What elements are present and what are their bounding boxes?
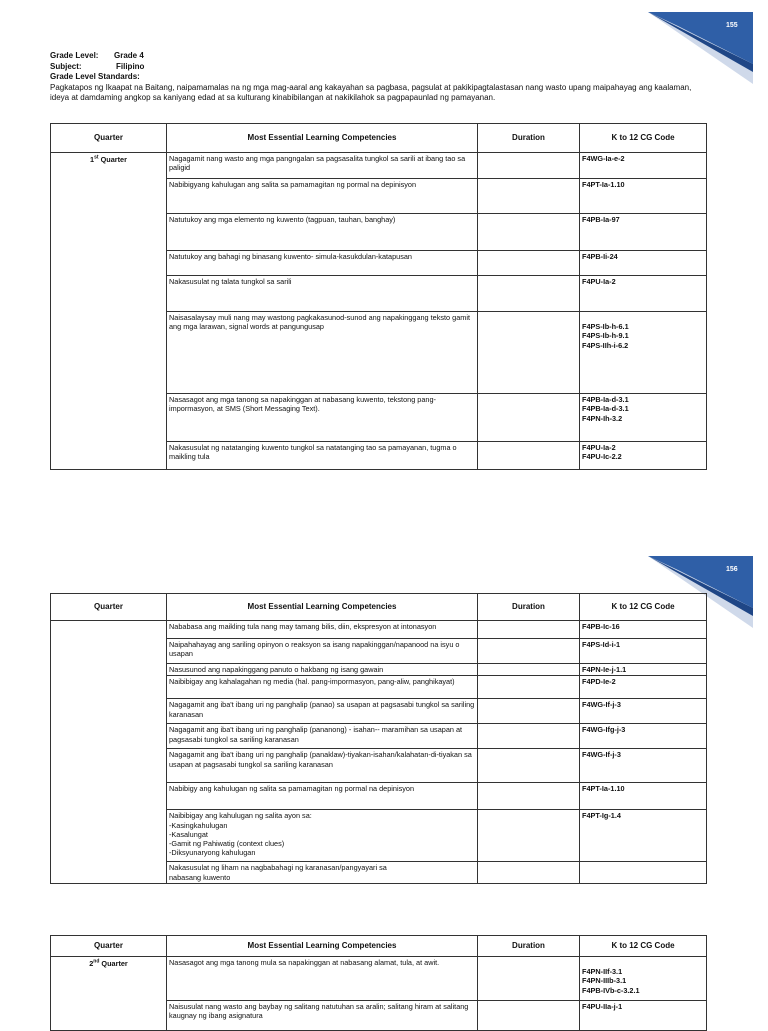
duration-cell xyxy=(478,442,580,470)
cg-code: F4PU-Ic-2.2 xyxy=(582,452,622,462)
code-cell xyxy=(580,214,707,251)
header-competencies: Most Essential Learning Competencies xyxy=(167,594,478,621)
page-number: 155 xyxy=(726,22,738,29)
cg-code: F4WG-If-j-3 xyxy=(582,700,621,710)
page-meta xyxy=(50,51,710,104)
competency-cell xyxy=(167,214,478,251)
code-cell xyxy=(580,957,707,1001)
competency-cell xyxy=(167,276,478,312)
cg-code: F4PT-Ia-1.10 xyxy=(582,180,625,189)
duration-cell xyxy=(478,957,580,1001)
competency-cell xyxy=(167,783,478,810)
duration-cell xyxy=(478,676,580,699)
header-duration: Duration xyxy=(478,936,580,957)
competency-text: Naibibigay ang kahulugan ng salita ayon sa: -Kasingkahulugan -Kasalungat -Gamit ng Pahiwatig (context clues) -Diksyunaryong kahulugan xyxy=(169,811,312,858)
duration-cell xyxy=(478,724,580,749)
competency-cell xyxy=(167,676,478,699)
cg-code: F4PS-IIh-i-6.2 xyxy=(582,340,629,350)
code-cell xyxy=(580,442,707,470)
code-cell xyxy=(580,394,707,442)
cg-code: F4PT-Ig-1.4 xyxy=(582,811,621,821)
competency-text: Natutukoy ang bahagi ng binasang kuwento- simula-kasukdulan-katapusan xyxy=(169,252,412,261)
duration-cell xyxy=(478,153,580,179)
table-row xyxy=(51,621,707,639)
cg-code: F4PU-IIa-j-1 xyxy=(582,1002,623,1011)
duration-cell xyxy=(478,664,580,676)
duration-cell xyxy=(478,276,580,312)
competency-text: Nakasusulat ng liham na nagbabahagi ng karanasan/pangyayari sa nabasang kuwento xyxy=(169,863,387,882)
header-competencies: Most Essential Learning Competencies xyxy=(167,936,478,957)
header-quarter: Quarter xyxy=(51,936,167,957)
code-cell xyxy=(580,251,707,276)
competency-text: Nakasusulat ng talata tungkol sa sarili xyxy=(169,277,292,286)
competency-cell xyxy=(167,724,478,749)
duration-cell xyxy=(478,783,580,810)
header-quarter: Quarter xyxy=(51,124,167,153)
code-cell xyxy=(580,312,707,394)
competency-text: Naisusulat nang wasto ang baybay ng salitang natutuhan sa aralin; salitang hiram at salitang kaugnay ng ibang asignatura xyxy=(169,1002,469,1021)
code-cell xyxy=(580,724,707,749)
cg-code: F4PT-Ia-1.10 xyxy=(582,784,625,794)
cg-code: F4WG-Ia-e-2 xyxy=(582,154,625,163)
grade-level-value: Grade 4 xyxy=(114,51,144,60)
competency-text: Nagagamit ang iba't ibang uri ng panghalip (panao) sa usapan at pagsasabi tungkol sa sariling karanasan xyxy=(169,700,475,719)
cg-code: F4PB-IVb-c-3.2.1 xyxy=(582,985,640,995)
code-cell xyxy=(580,699,707,724)
competency-cell xyxy=(167,639,478,664)
header-code: K to 12 CG Code xyxy=(580,936,707,957)
quarter-cell xyxy=(51,153,167,470)
competency-cell xyxy=(167,957,478,1001)
header-code: K to 12 CG Code xyxy=(580,124,707,153)
mel-table-2nd-quarter xyxy=(50,935,707,1031)
cg-code: F4PU-Ia-2 xyxy=(582,277,616,286)
code-cell xyxy=(580,639,707,664)
competency-text: Naipahahayag ang sariling opinyon o reaksyon sa isang napakinggan/napanood na isyu o usapan xyxy=(169,640,460,659)
mel-table-page155 xyxy=(50,123,707,470)
page-number: 156 xyxy=(726,566,738,573)
table-row xyxy=(51,957,707,1001)
cg-code: F4WG-If-j-3 xyxy=(582,750,621,760)
duration-cell xyxy=(478,699,580,724)
standards-text: Pagkatapos ng Ikaapat na Baitang, naipamamalas na ng mga mag-aaral ang kakayahan sa pagbasa, pagsulat at pakikipagtalastasan nang wasto upang maipahayag ang kaalaman, ideya at damdaming angkop sa kaniyang edad at sa kulturang kinabibilangan at nakikilahok sa pagpapaunlad ng pamayanan. xyxy=(50,82,692,102)
competency-text: Nasusunod ang napakinggang panuto o hakbang ng isang gawain xyxy=(169,665,384,674)
code-cell xyxy=(580,862,707,884)
duration-cell xyxy=(478,810,580,862)
header-duration: Duration xyxy=(478,594,580,621)
code-cell xyxy=(580,621,707,639)
cg-code: F4WG-Ifg-j-3 xyxy=(582,725,626,735)
subject-value: Filipino xyxy=(116,61,145,71)
duration-cell xyxy=(478,621,580,639)
table-row xyxy=(51,153,707,179)
code-cell xyxy=(580,276,707,312)
competency-cell xyxy=(167,862,478,884)
quarter-label: 2nd Quarter xyxy=(89,959,128,969)
competency-text: Naibibigay ang kahalagahan ng media (hal. pang-impormasyon, pang-aliw, panghikayat) xyxy=(169,677,455,687)
quarter-label: 1st Quarter xyxy=(90,155,127,165)
code-cell xyxy=(580,749,707,783)
competency-text: Nagagamit ang iba't ibang uri ng panghalip (panaklaw)-tiyakan-isahan/kalahatan-di-tiyakan sa usapan at pagsasabi tungkol sa sariling karanasan xyxy=(169,750,472,769)
duration-cell xyxy=(478,749,580,783)
cg-code: F4PB-Ic-16 xyxy=(582,622,620,631)
duration-cell xyxy=(478,312,580,394)
competency-cell xyxy=(167,810,478,862)
competency-cell xyxy=(167,442,478,470)
subject-label: Subject: xyxy=(50,61,82,71)
duration-cell xyxy=(478,1001,580,1031)
cg-code: F4PB-Ia-d-3.1 xyxy=(582,404,629,414)
competency-text: Nagagamit ang iba't ibang uri ng panghalip (pananong) - isahan-- maramihan sa usapan at pagsasabi tungkol sa sariling karanasan xyxy=(169,725,463,744)
code-cell xyxy=(580,664,707,676)
code-cell xyxy=(580,783,707,810)
competency-cell xyxy=(167,749,478,783)
competency-text: Natutukoy ang mga elemento ng kuwento (tagpuan, tauhan, banghay) xyxy=(169,215,396,224)
header-competencies: Most Essential Learning Competencies xyxy=(167,124,478,153)
competency-cell xyxy=(167,153,478,179)
standards-label: Grade Level Standards: xyxy=(50,72,140,81)
competency-cell xyxy=(167,1001,478,1031)
competency-cell xyxy=(167,312,478,394)
duration-cell xyxy=(478,639,580,664)
cg-code: F4PU-Ia-2 xyxy=(582,443,616,452)
competency-text: Nasasagot ang mga tanong mula sa napakinggan at nabasang alamat, tula, at awit. xyxy=(169,958,440,967)
code-cell xyxy=(580,1001,707,1031)
cg-code: F4PN-Ih-3.2 xyxy=(582,413,623,423)
code-cell xyxy=(580,179,707,214)
cg-code: F4PD-Ie-2 xyxy=(582,677,616,687)
competency-text: Nabibigy ang kahulugan ng salita sa pamamagitan ng pormal na depinisyon xyxy=(169,784,415,794)
header-quarter: Quarter xyxy=(51,594,167,621)
code-cell xyxy=(580,810,707,862)
cg-code: F4PN-IIIb-3.1 xyxy=(582,976,627,986)
duration-cell xyxy=(478,251,580,276)
grade-level-label: Grade Level: xyxy=(50,51,99,60)
duration-cell xyxy=(478,862,580,884)
cg-code: F4PB-Ii-24 xyxy=(582,252,618,261)
competency-text: Naisasalaysay muli nang may wastong pagkakasunod-sunod ang napakinggang teksto gamit ang mga larawan, signal words at pangungusap xyxy=(169,313,470,332)
competency-cell xyxy=(167,664,478,676)
duration-cell xyxy=(478,179,580,214)
competency-cell xyxy=(167,621,478,639)
header-code: K to 12 CG Code xyxy=(580,594,707,621)
code-cell xyxy=(580,153,707,179)
competency-cell xyxy=(167,699,478,724)
competency-text: Nakasusulat ng natatanging kuwento tungkol sa natatanging tao sa pamayanan, tugma o maikling tula xyxy=(169,443,457,462)
competency-cell xyxy=(167,394,478,442)
cg-code: F4PB-Ia-d-3.1 xyxy=(582,395,629,404)
duration-cell xyxy=(478,214,580,251)
header-duration: Duration xyxy=(478,124,580,153)
cg-code: F4PS-Ib-h-9.1 xyxy=(582,331,629,341)
mel-table-page156 xyxy=(50,593,707,884)
cg-code: F4PN-IIf-3.1 xyxy=(582,967,623,976)
cg-code: F4PN-Ie-j-1.1 xyxy=(582,665,627,674)
competency-cell xyxy=(167,251,478,276)
competency-text: Nasasagot ang mga tanong sa napakinggan at nabasang kuwento, tekstong pang-impormasyon, at SMS (Short Messaging Text). xyxy=(169,395,436,414)
competency-cell xyxy=(167,179,478,214)
quarter-cell xyxy=(51,621,167,884)
competency-text: Nagagamit nang wasto ang mga pangngalan sa pagsasalita tungkol sa sarili at ibang tao sa paligid xyxy=(169,154,466,173)
duration-cell xyxy=(478,394,580,442)
cg-code: F4PS-Ib-h-6.1 xyxy=(582,322,629,331)
competency-text: Nababasa ang maikling tula nang may tamang bilis, diin, ekspresyon at intonasyon xyxy=(169,622,437,631)
code-cell xyxy=(580,676,707,699)
competency-text: Nabibigyang kahulugan ang salita sa pamamagitan ng pormal na depinisyon xyxy=(169,180,417,189)
cg-code: F4PS-Id-i-1 xyxy=(582,640,621,649)
quarter-cell xyxy=(51,957,167,1031)
cg-code: F4PB-Ia-97 xyxy=(582,215,620,224)
